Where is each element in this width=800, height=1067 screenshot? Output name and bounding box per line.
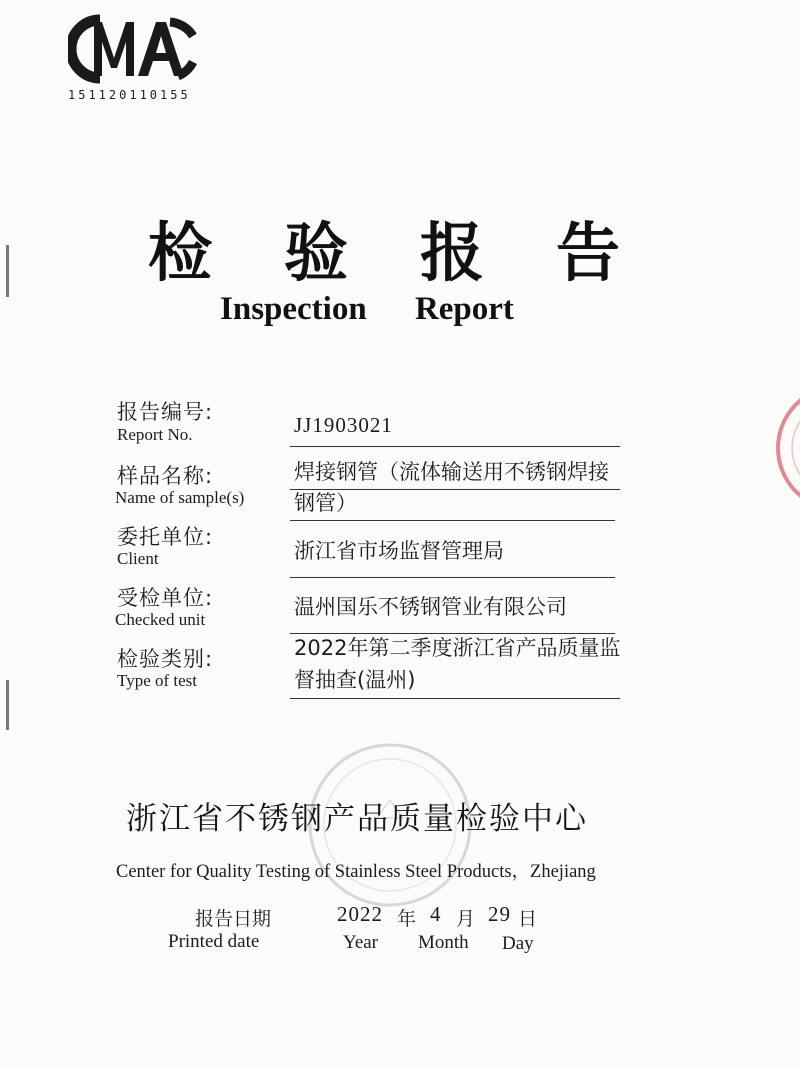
checked-unit-label-en: Checked unit bbox=[115, 610, 206, 629]
sample-name-underline-2 bbox=[290, 520, 615, 521]
test-type-label-cn: 检验类别: bbox=[117, 647, 214, 671]
date-year-cn: 年 bbox=[397, 908, 417, 930]
printed-date-label-cn: 报告日期 bbox=[195, 908, 272, 930]
left-edge-mark bbox=[6, 680, 9, 730]
report-no-value: JJ1903021 bbox=[294, 413, 393, 437]
date-month-cn: 月 bbox=[456, 908, 476, 930]
report-title-cn: 检验报告 bbox=[148, 216, 692, 291]
issuing-center-en: Center for Quality Testing of Stainless Steel Products，Zhejiang bbox=[116, 862, 596, 882]
report-no-underline bbox=[290, 446, 620, 447]
checked-unit-value: 温州国乐不锈钢管业有限公司 bbox=[294, 595, 567, 619]
date-month: 4 bbox=[430, 902, 442, 926]
client-label-cn: 委托单位: bbox=[117, 525, 214, 549]
report-title-en: Inspection Report bbox=[220, 291, 514, 327]
date-day: 29 bbox=[488, 902, 511, 926]
issuing-center-cn: 浙江省不锈钢产品质量检验中心 bbox=[126, 801, 588, 837]
sample-name-label-en: Name of sample(s) bbox=[115, 488, 245, 507]
sample-name-value-line2: 钢管） bbox=[294, 491, 357, 515]
report-no-label-cn: 报告编号: bbox=[117, 400, 214, 424]
date-year-en: Year bbox=[343, 932, 379, 953]
cma-number: 151120110155 bbox=[68, 88, 191, 102]
client-value: 浙江省市场监督管理局 bbox=[294, 539, 504, 563]
client-underline bbox=[290, 577, 615, 578]
cma-logo-text: CMA bbox=[68, 14, 71, 15]
test-type-underline bbox=[290, 698, 620, 699]
checked-unit-label-cn: 受检单位: bbox=[117, 586, 214, 610]
date-day-cn: 日 bbox=[518, 908, 538, 930]
client-label-en: Client bbox=[117, 549, 159, 568]
test-type-value: 2022年第二季度浙江省产品质量监 bbox=[294, 636, 621, 660]
date-month-en: Month bbox=[418, 932, 469, 953]
cma-logo bbox=[68, 14, 198, 84]
partial-red-seal bbox=[765, 378, 800, 518]
sample-name-label-cn: 样品名称: bbox=[117, 464, 214, 488]
sample-name-value: 焊接钢管（流体输送用不锈钢焊接 bbox=[294, 460, 609, 484]
printed-date-label-en: Printed date bbox=[168, 931, 260, 952]
date-year: 2022 bbox=[337, 902, 383, 926]
report-no-label-en: Report No. bbox=[117, 425, 193, 444]
test-type-label-en: Type of test bbox=[117, 671, 198, 690]
test-type-value-line2: 督抽查(温州) bbox=[294, 668, 416, 692]
date-day-en: Day bbox=[502, 933, 534, 954]
